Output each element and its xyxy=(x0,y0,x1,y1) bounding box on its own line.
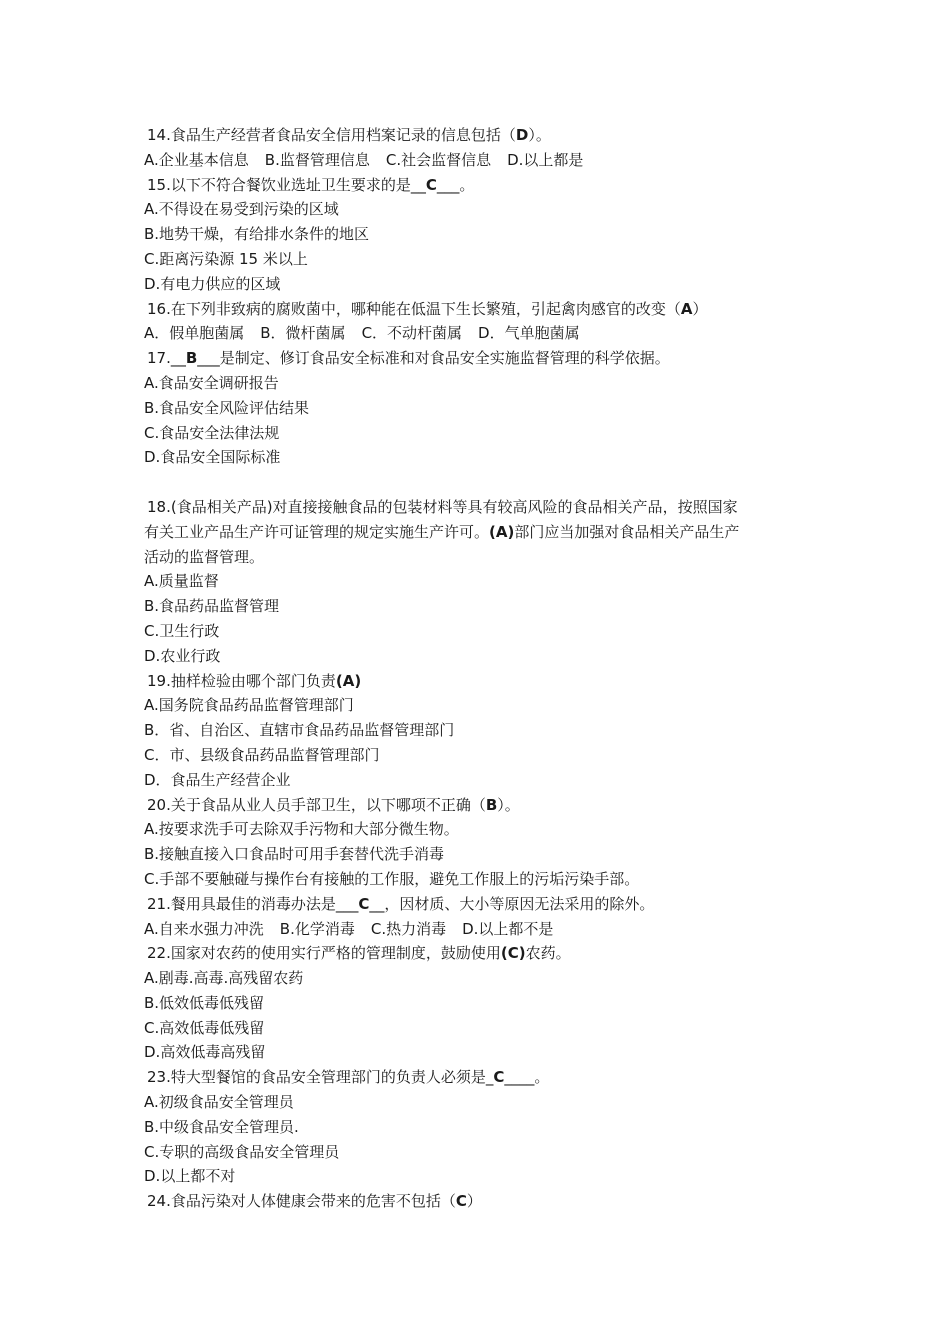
answer-15: C xyxy=(425,175,437,194)
question-21: 21.餐用具最佳的消毒办法是___C__，因材质、大小等原因无法采用的除外。 xyxy=(147,894,655,913)
option-b: B.食品药品监督管理 xyxy=(144,597,280,616)
option-a: A.国务院食品药品监督管理部门 xyxy=(144,696,354,715)
question-19: 19.抽样检验由哪个部门负责(A) xyxy=(147,671,362,690)
option-b: B.监督管理信息 xyxy=(264,150,370,169)
question-18-line-3: 活动的监督管理。 xyxy=(144,547,265,566)
option-a: A.不得设在易受到污染的区域 xyxy=(144,200,339,219)
option-d: D．气单胞菌属 xyxy=(478,324,580,343)
option-c: C.食品安全法律法规 xyxy=(144,423,280,442)
answer-24: C xyxy=(455,1192,467,1211)
options-14 xyxy=(144,148,814,173)
option-b: B.接触直接入口食品时可用手套替代洗手消毒 xyxy=(144,845,445,864)
blank-line xyxy=(144,470,814,495)
answer-17: B xyxy=(185,349,198,368)
answer-22: (C) xyxy=(500,944,526,963)
question-15: 15.以下不符合餐饮业选址卫生要求的是__C___。 xyxy=(147,175,475,194)
question-list xyxy=(144,123,814,1214)
option-c: C．市、县级食品药品监督管理部门 xyxy=(144,745,380,764)
answer-18: (A) xyxy=(489,522,515,541)
option-d: D.以上都不对 xyxy=(144,1167,236,1186)
option-c: C.手部不要触碰与操作台有接触的工作服，避免工作服上的污垢污染手部。 xyxy=(144,869,640,888)
answer-21: C xyxy=(358,894,370,913)
options-16 xyxy=(144,321,814,346)
option-a: A.质量监督 xyxy=(144,572,219,591)
question-18-line-1: 18.(食品相关产品)对直接接触食品的包装材料等具有较高风险的食品相关产品，按照国家 xyxy=(147,497,738,516)
option-c: C.社会监督信息 xyxy=(385,150,492,169)
answer-16: A xyxy=(680,299,693,318)
option-c: C．不动杆菌属 xyxy=(361,324,463,343)
answer-20: B xyxy=(485,795,498,814)
option-d: D.以上都是 xyxy=(507,150,584,169)
option-a: A．假单胞菌属 xyxy=(144,324,245,343)
option-d: D.以上都不是 xyxy=(462,919,554,938)
answer-19: (A) xyxy=(335,671,362,690)
question-18-line-2: 有关工业产品生产许可证管理的规定实施生产许可。(A)部门应当加强对食品相关产品生产 xyxy=(144,522,740,541)
question-22: 22.国家对农药的使用实行严格的管理制度，鼓励使用(C)农药。 xyxy=(147,944,571,963)
options-21 xyxy=(144,917,814,942)
option-c: C.专职的高级食品安全管理员 xyxy=(144,1142,340,1161)
option-b: B.中级食品安全管理员. xyxy=(144,1117,299,1136)
option-d: D．食品生产经营企业 xyxy=(144,770,291,789)
option-a: A.企业基本信息 xyxy=(144,150,249,169)
question-17: 17.__B___是制定、修订食品安全标准和对食品安全实施监督管理的科学依据。 xyxy=(147,349,670,368)
answer-14: D xyxy=(515,126,529,144)
option-c: C.高效低毒低残留 xyxy=(144,1018,265,1037)
option-d: D.农业行政 xyxy=(144,646,221,665)
question-16: 16.在下列非致病的腐败菌中，哪种能在低温下生长繁殖，引起禽肉感官的改变（A） xyxy=(147,299,708,318)
option-b: B.化学消毒 xyxy=(279,919,355,938)
option-b: B.低效低毒低残留 xyxy=(144,993,265,1012)
option-c: C.卫生行政 xyxy=(144,621,220,640)
option-b: B.地势干燥，有给排水条件的地区 xyxy=(144,225,370,244)
option-d: D.有电力供应的区域 xyxy=(144,274,281,293)
question-14: 14.食品生产经营者食品安全信用档案记录的信息包括（D）。 xyxy=(147,126,551,144)
option-a: A.自来水强力冲洗 xyxy=(144,919,264,938)
question-24: 24.食品污染对人体健康会带来的危害不包括（C） xyxy=(147,1192,482,1211)
option-b: B．省、自治区、直辖市食品药品监督管理部门 xyxy=(144,721,455,740)
question-20: 20.关于食品从业人员手部卫生，以下哪项不正确（B）。 xyxy=(147,795,520,814)
option-d: D.高效低毒高残留 xyxy=(144,1043,266,1062)
option-b: B.食品安全风险评估结果 xyxy=(144,398,310,417)
question-23: 23.特大型餐馆的食品安全管理部门的负责人必须是_C____。 xyxy=(147,1068,550,1087)
option-c: C.距离污染源 15 米以上 xyxy=(144,249,308,268)
option-a: A.剧毒.高毒.高残留农药 xyxy=(144,969,304,988)
option-a: A.食品安全调研报告 xyxy=(144,373,279,392)
option-a: A.初级食品安全管理员 xyxy=(144,1093,294,1112)
option-d: D.食品安全国际标准 xyxy=(144,448,281,467)
option-a: A.按要求洗手可去除双手污物和大部分微生物。 xyxy=(144,820,459,839)
option-b: B．微杆菌属 xyxy=(260,324,346,343)
answer-23: C xyxy=(493,1068,505,1087)
option-c: C.热力消毒 xyxy=(370,919,447,938)
